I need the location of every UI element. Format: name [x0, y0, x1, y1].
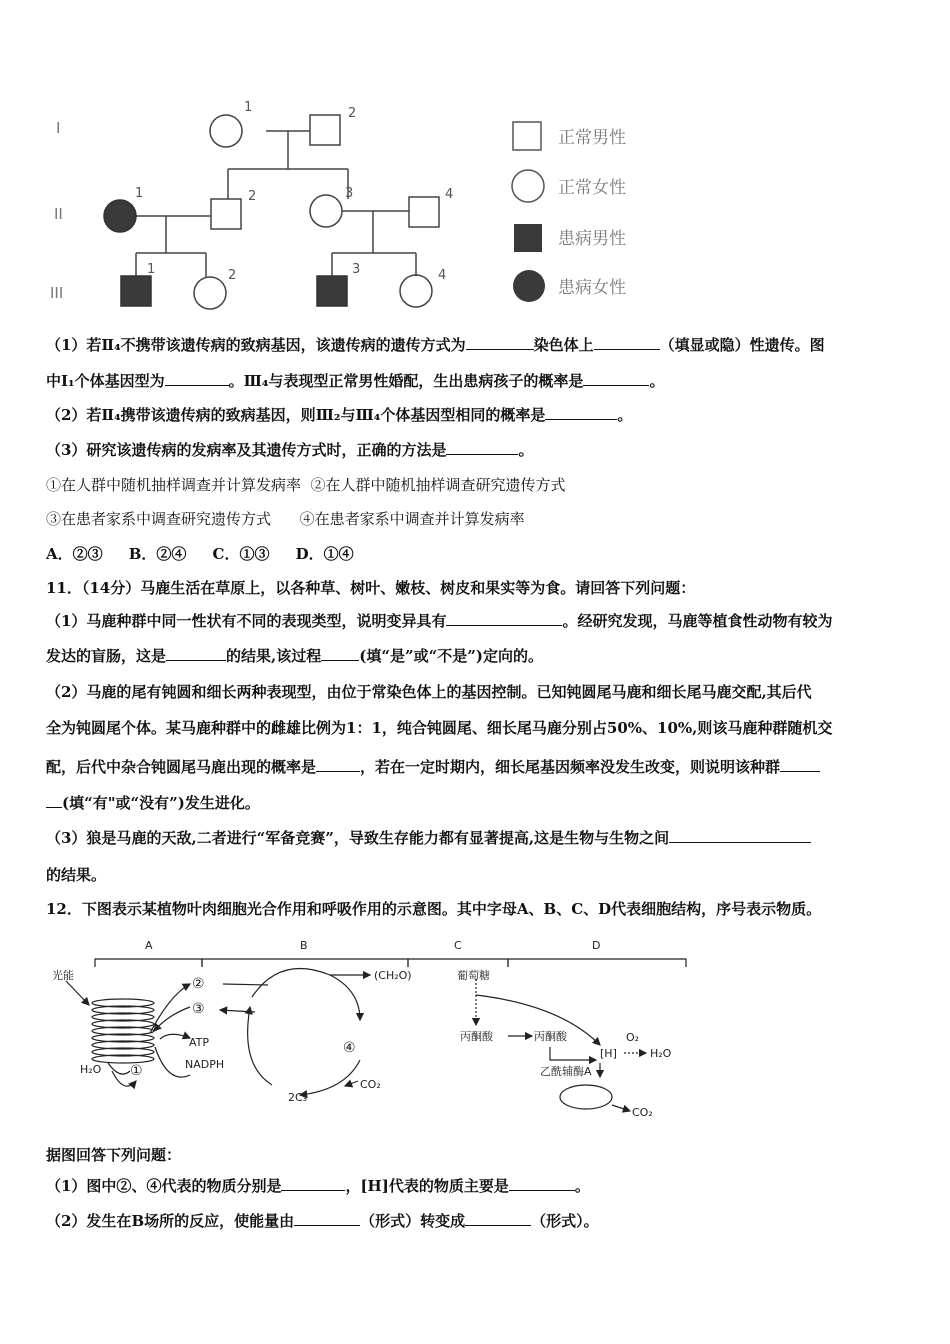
id-I2: 2	[348, 106, 357, 121]
label-2c3: 2C₃	[288, 1091, 308, 1104]
answer-blank[interactable]	[583, 370, 649, 386]
q11-part2-line1: （2）马鹿的尾有钝圆和细长两种表现型，由位于常染色体上的基因控制。已知钝圆尾马鹿和细长尾马鹿交配,其后代	[46, 683, 812, 701]
photosynthesis-respiration-diagram	[40, 935, 700, 1125]
legend-affected-male-symbol	[514, 224, 542, 252]
label-pyruvate-1: 丙酮酸	[460, 1030, 493, 1043]
q11-part1-line1: （1）马鹿种群中同一性状有不同的表现类型，说明变异具有 。经研究发现，马鹿等植食性动物有较为	[46, 612, 833, 630]
individual-II4	[409, 197, 439, 227]
q10-options-row2: ③在患者家系中调查研究遗传方式 ④在患者家系中调查并计算发病率	[46, 510, 525, 528]
answer-blank[interactable]	[294, 1210, 360, 1226]
q12-part1: （1）图中②、④代表的物质分别是 ，[H]代表的物质主要是 。	[46, 1177, 590, 1195]
individual-III2	[194, 277, 226, 309]
label-co2-in: CO₂	[360, 1078, 381, 1091]
answer-blank[interactable]	[780, 756, 820, 772]
individual-III4	[400, 275, 432, 307]
label-o2: O₂	[626, 1031, 640, 1044]
q11-part1-line2: 发达的盲肠，这是 的结果,该过程 (填“是”或“不是”)定向的。	[46, 647, 543, 665]
answer-blank[interactable]	[545, 404, 617, 420]
label-glucose: 葡萄糖	[457, 969, 490, 982]
id-III1: 1	[147, 262, 156, 277]
id-III2: 2	[228, 268, 237, 283]
legend-affected-male: 患病男性	[558, 229, 626, 249]
label-c3: ③	[192, 1001, 205, 1017]
label-ch2o: (CH₂O)	[374, 969, 412, 982]
id-II1: 1	[135, 186, 144, 201]
q12-heading: 12．下图表示某植物叶肉细胞光合作用和呼吸作用的示意图。其中字母A、B、C、D代表细胞结构，序号表示物质。	[46, 900, 822, 918]
answer-blank[interactable]	[669, 827, 811, 843]
answer-blank[interactable]	[166, 645, 226, 661]
label-c1: ①	[130, 1063, 143, 1079]
q10-part1-line2: 中Ⅰ₁个体基因型为 。Ⅲ₄与表现型正常男性婚配，生出患病孩子的概率是 。	[46, 372, 665, 390]
pedigree-chart	[40, 95, 680, 325]
q11-heading: 11．（14分）马鹿生活在草原上，以各种草、树叶、嫩枝、树皮和果实等为食。请回答下列问题：	[46, 579, 696, 597]
legend-affected-female-symbol	[513, 270, 545, 302]
answer-blank[interactable]	[281, 1175, 345, 1191]
legend-normal-female-symbol	[512, 170, 544, 202]
answer-blank[interactable]	[509, 1175, 575, 1191]
q11-part2-line3: 配，后代中杂合钝圆尾马鹿出现的概率是 ，若在一定时期内，细长尾基因频率没发生改变，则说明该种群	[46, 756, 916, 778]
answer-blank[interactable]	[446, 610, 562, 626]
label-acetyl-coa: 乙酰辅酶A	[540, 1065, 592, 1078]
label-atp: ATP	[189, 1036, 210, 1049]
answer-blank[interactable]	[446, 439, 518, 455]
label-c2: ②	[192, 976, 205, 992]
gen-label-II: II	[54, 205, 63, 223]
answer-blank[interactable]	[594, 334, 660, 350]
label-h: [H]	[600, 1047, 617, 1060]
id-III3: 3	[352, 262, 361, 277]
q10-options-row1: ①在人群中随机抽样调查并计算发病率 ②在人群中随机抽样调查研究遗传方式	[46, 476, 566, 494]
section-D: D	[592, 939, 601, 952]
answer-blank[interactable]	[321, 645, 359, 661]
label-co2-out: CO₂	[632, 1106, 653, 1119]
q12-part2: （2）发生在B场所的反应，使能量由 （形式）转变成 （形式）。	[46, 1212, 599, 1230]
answer-blank[interactable]	[46, 792, 62, 808]
id-II2: 2	[248, 189, 257, 204]
q11-part3-line2: 的结果。	[46, 866, 107, 884]
q11-part2-line4: (填“有"或“没有”)发生进化。	[46, 792, 916, 814]
answer-blank[interactable]	[165, 370, 229, 386]
label-pyruvate-2: 丙酮酸	[534, 1030, 567, 1043]
id-I1: 1	[244, 100, 253, 115]
label-c4: ④	[343, 1040, 356, 1056]
label-h2o-left: H₂O	[80, 1063, 102, 1076]
q10-part2: （2）若Ⅱ₄携带该遗传病的致病基因，则Ⅲ₂与Ⅲ₄个体基因型相同的概率是 。	[46, 406, 633, 424]
q10-part1-line1: （1）若Ⅱ₄不携带该遗传病的致病基因，该遗传病的遗传方式为 染色体上 （填显或隐）性遗传。图	[46, 336, 825, 354]
id-II3: 3	[345, 186, 354, 201]
legend-normal-male: 正常男性	[558, 128, 626, 148]
label-guangneng: 光能	[52, 969, 74, 982]
individual-II2	[211, 199, 241, 229]
answer-blank[interactable]	[466, 334, 534, 350]
legend-normal-female: 正常女性	[558, 178, 626, 198]
legend-affected-female: 患病女性	[558, 278, 626, 298]
label-nadph: NADPH	[185, 1058, 225, 1071]
q11-part3-line1: （3）狼是马鹿的天敌,二者进行“军备竞赛”，导致生存能力都有显著提高,这是生物与生物之间	[46, 827, 916, 849]
individual-III3	[317, 276, 347, 306]
gen-label-III: III	[50, 284, 64, 302]
id-II4: 4	[445, 187, 454, 202]
individual-II3	[310, 195, 342, 227]
q11-part2-line2: 全为钝圆尾个体。某马鹿种群中的雌雄比例为1：1，纯合钝圆尾、细长尾马鹿分别占50%、10%,则该马鹿种群随机交	[46, 719, 833, 737]
section-B: B	[300, 939, 308, 952]
q10-part3: （3）研究该遗传病的发病率及其遗传方式时，正确的方法是 。	[46, 441, 534, 459]
individual-I1	[210, 115, 242, 147]
individual-III1	[121, 276, 151, 306]
section-A: A	[145, 939, 153, 952]
section-C: C	[454, 939, 462, 952]
answer-blank[interactable]	[316, 756, 360, 772]
id-III4: 4	[438, 268, 447, 283]
individual-II1	[104, 200, 136, 232]
label-h2o-right: H₂O	[650, 1047, 672, 1060]
individual-I2	[310, 115, 340, 145]
q10-choices[interactable]: A．②③ B．②④ C．①③ D．①④	[46, 545, 354, 563]
legend	[512, 122, 626, 302]
answer-blank[interactable]	[465, 1210, 531, 1226]
q12-prompt: 据图回答下列问题：	[46, 1146, 182, 1164]
gen-label-I: I	[56, 119, 61, 137]
legend-normal-male-symbol	[513, 122, 541, 150]
